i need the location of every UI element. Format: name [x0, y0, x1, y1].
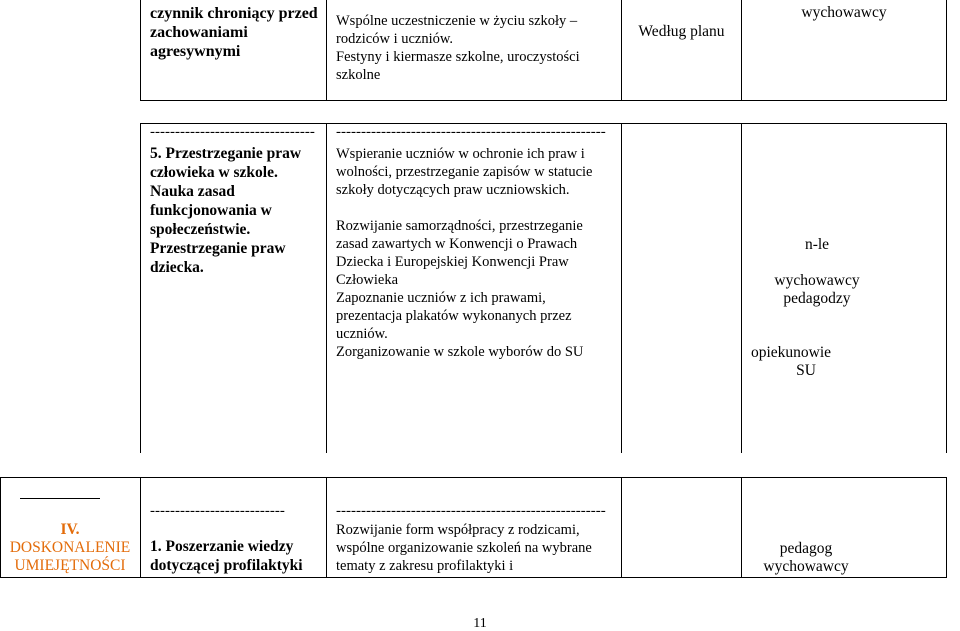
table-border: [0, 477, 947, 478]
dash-separator: ------------------------------------------------------: [336, 503, 606, 519]
deadline-cell: Według planu: [638, 23, 725, 40]
task-line: szkolne: [336, 67, 381, 83]
task-line: uczniów.: [336, 326, 388, 342]
table-border: [946, 0, 947, 100]
table-border: [140, 100, 947, 101]
task-line: Festyny i kiermasze szkolne, uroczystości: [336, 49, 580, 65]
table-border: [621, 477, 622, 577]
responsible-line: wychowawcy: [774, 272, 860, 289]
task-line: wolności, przestrzeganie zapisów w statucie: [336, 164, 593, 180]
page-number: 11: [473, 616, 487, 631]
section-number: IV.: [60, 521, 80, 538]
table-border: [140, 0, 141, 100]
responsible-cell: wychowawcy: [801, 4, 887, 21]
table-border: [946, 123, 947, 453]
task-line: zasad zawartych w Konwencji o Prawach: [336, 236, 578, 252]
dash-separator: ------------------------------------------------------: [336, 124, 606, 140]
goal-cell: czynnik chroniący przed zachowaniami agresywnymi: [150, 5, 318, 60]
section-title: DOSKONALENIE: [9, 539, 131, 556]
task-line: Zorganizowanie w szkole wyborów do SU: [336, 344, 584, 360]
task-line: Rozwijanie samorządności, przestrzeganie: [336, 218, 583, 234]
goal-line: Przestrzeganie praw: [150, 240, 286, 257]
table-border: [326, 0, 327, 100]
dash-separator: ---------------------------------: [150, 124, 315, 140]
table-border: [946, 477, 947, 577]
responsible-line: pedagodzy: [783, 290, 851, 307]
dash-separator: ---------------------------: [150, 503, 285, 519]
table-border: [621, 123, 622, 453]
table-border: [140, 123, 141, 453]
goal-line: 5. Przestrzeganie praw: [150, 145, 302, 162]
table-border: [140, 477, 141, 577]
task-line: wspólne organizowanie szkoleń na wybrane: [336, 540, 592, 556]
goal-line: dziecka.: [150, 259, 204, 276]
short-rule: [20, 498, 100, 499]
task-line: Dziecka i Europejskiej Konwencji Praw: [336, 254, 569, 270]
task-line: Wspieranie uczniów w ochronie ich praw i: [336, 146, 585, 162]
section-title: UMIEJĘTNOŚCI: [14, 557, 126, 574]
task-line: Zapoznanie uczniów z ich prawami,: [336, 290, 546, 306]
task-line: Wspólne uczestniczenie w życiu szkoły –: [336, 13, 578, 29]
task-line: prezentacja plakatów wykonanych przez: [336, 308, 572, 324]
responsible-line: wychowawcy: [763, 558, 849, 575]
goal-line: społeczeństwie.: [150, 221, 251, 238]
responsible-line: n-le: [804, 236, 830, 253]
goal-line: 1. Poszerzanie wiedzy: [150, 538, 294, 555]
goal-line: funkcjonowania w: [150, 202, 272, 219]
goal-line: Nauka zasad: [150, 183, 235, 200]
task-line: Człowieka: [336, 272, 399, 288]
goal-line: człowieka w szkole.: [150, 164, 278, 181]
task-line: tematy z zakresu profilaktyki i: [336, 558, 514, 574]
task-line: rodziców i uczniów.: [336, 31, 454, 47]
table-border: [621, 0, 622, 100]
table-border: [326, 123, 327, 453]
responsible-line: SU: [796, 362, 816, 379]
responsible-line: opiekunowie: [751, 344, 832, 361]
task-line: szkoły dotyczących praw uczniowskich.: [336, 182, 570, 198]
table-border: [326, 477, 327, 577]
task-line: Rozwijanie form współpracy z rodzicami,: [336, 522, 580, 538]
table-border: [0, 577, 947, 578]
goal-line: dotyczącej profilaktyki: [150, 557, 303, 574]
responsible-line: pedagog: [779, 540, 833, 557]
